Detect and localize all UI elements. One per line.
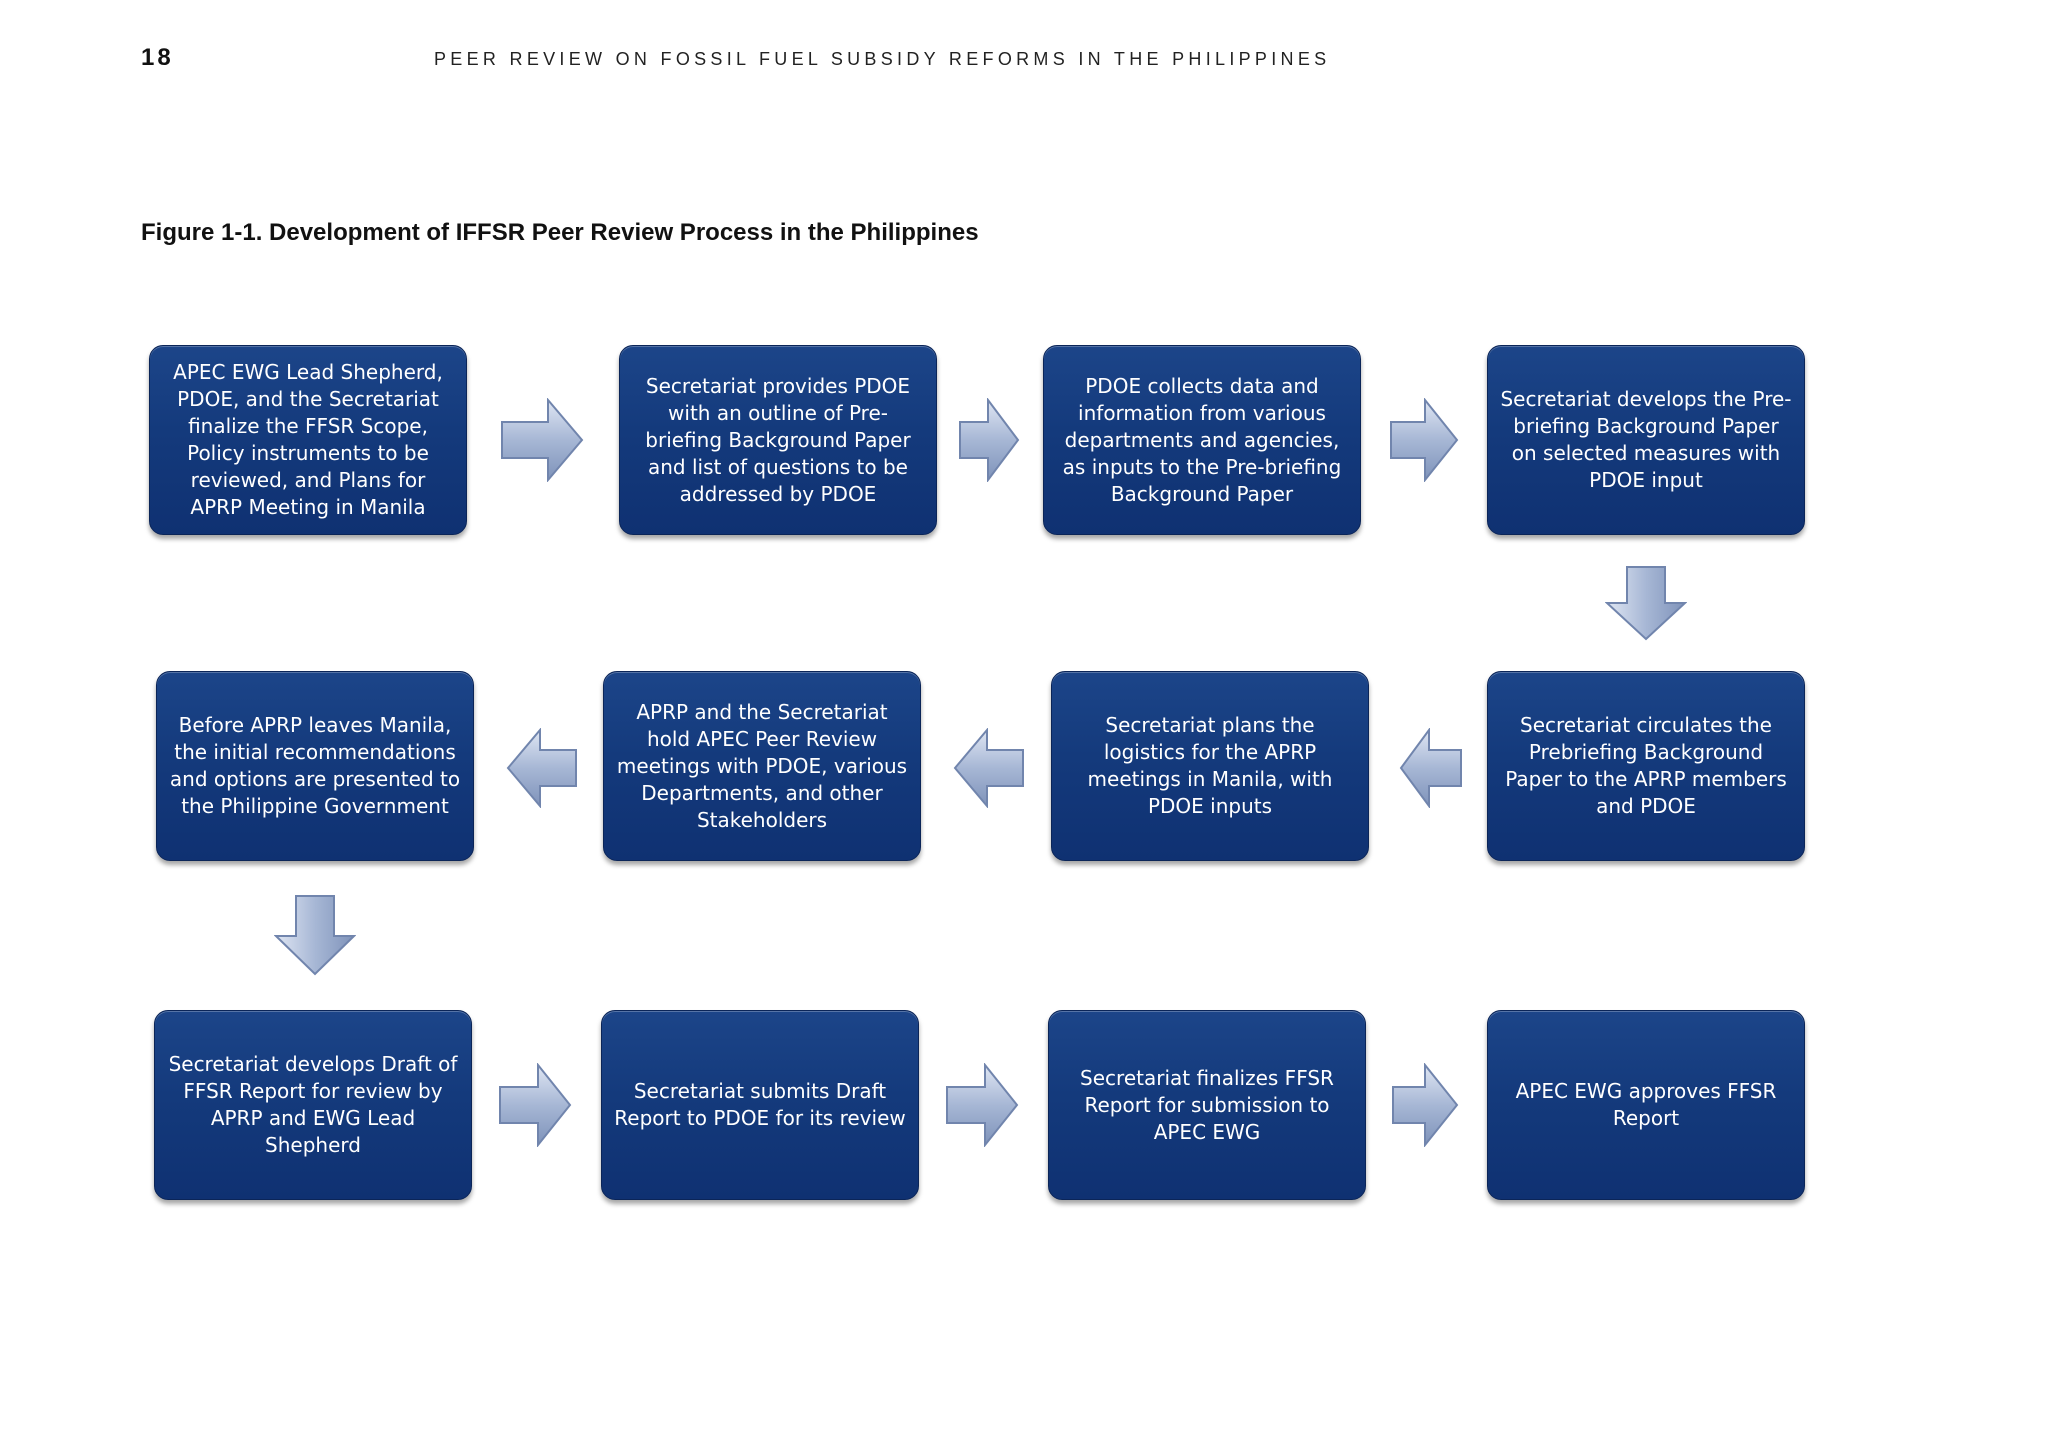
- step-text-9: Secretariat develops Draft of FFSR Report for review by APRP and EWG Lead Shepherd: [168, 1052, 458, 1157]
- step-box-10: [601, 1010, 919, 1200]
- step-box-8: [156, 671, 474, 861]
- arrow-right-icon: [1391, 1063, 1459, 1147]
- step-box-4: [1487, 345, 1805, 535]
- arrow-left-icon: [953, 728, 1025, 808]
- step-box-12: [1487, 1010, 1805, 1200]
- step-text-5: Secretariat circulates the Prebriefing Background Paper to the APRP members and PDOE: [1505, 713, 1787, 818]
- step-text-10: Secretariat submits Draft Report to PDOE for its review: [614, 1079, 906, 1130]
- step-box-9: [154, 1010, 472, 1200]
- arrow-down-icon: [274, 894, 356, 976]
- step-box-7: [603, 671, 921, 861]
- page-number: 18: [141, 44, 174, 71]
- step-text-12: APEC EWG approves FFSR Report: [1515, 1079, 1777, 1130]
- step-text-1: APEC EWG Lead Shepherd, PDOE, and the Secretariat finalize the FFSR Scope, Policy instruments to be reviewed, and Plans for APRP Meeting in Manila: [173, 360, 443, 519]
- running-header: PEER REVIEW ON FOSSIL FUEL SUBSIDY REFORMS IN THE PHILIPPINES: [434, 49, 1331, 69]
- arrow-right-icon: [500, 398, 584, 482]
- step-text-2: Secretariat provides PDOE with an outline of Pre-briefing Background Paper and list of questions to be addressed by PDOE: [645, 373, 911, 506]
- step-box-1: [149, 345, 467, 535]
- step-box-2: [619, 345, 937, 535]
- arrow-right-icon: [945, 1063, 1019, 1147]
- step-box-11: [1048, 1010, 1366, 1200]
- figure-title: Figure 1-1. Development of IFFSR Peer Review Process in the Philippines: [141, 219, 979, 246]
- arrow-left-icon: [506, 728, 578, 808]
- step-box-3: [1043, 345, 1361, 535]
- step-box-6: [1051, 671, 1369, 861]
- arrow-left-icon: [1399, 728, 1463, 808]
- step-text-4: Secretariat develops the Pre-briefing Background Paper on selected measures with PDOE input: [1500, 387, 1792, 492]
- arrow-right-icon: [498, 1063, 572, 1147]
- step-text-8: Before APRP leaves Manila, the initial recommendations and options are presented to the Philippine Government: [169, 713, 461, 818]
- step-text-7: APRP and the Secretariat hold APEC Peer Review meetings with PDOE, various Departments, and other Stakeholders: [616, 699, 908, 832]
- arrow-right-icon: [1389, 398, 1459, 482]
- step-text-6: Secretariat plans the logistics for the APRP meetings in Manila, with PDOE inputs: [1087, 713, 1333, 818]
- step-text-11: Secretariat finalizes FFSR Report for submission to APEC EWG: [1080, 1065, 1334, 1144]
- arrow-down-icon: [1605, 565, 1687, 641]
- arrow-right-icon: [958, 398, 1020, 482]
- step-text-3: PDOE collects data and information from various departments and agencies, as inputs to the Pre-briefing Background Paper: [1062, 373, 1342, 506]
- step-box-5: [1487, 671, 1805, 861]
